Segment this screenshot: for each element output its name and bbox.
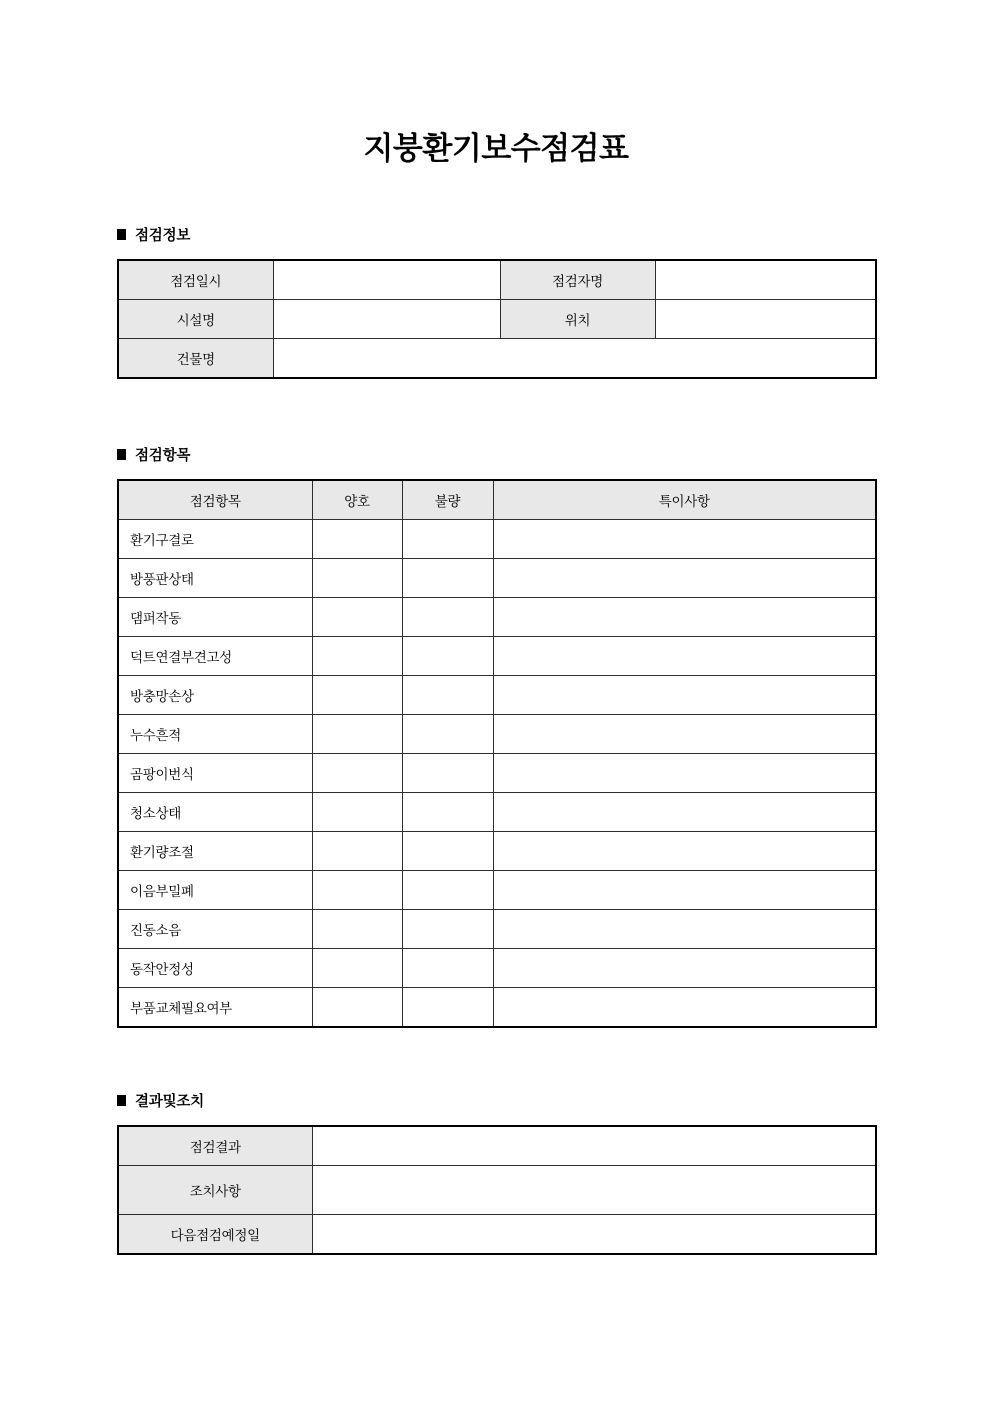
table-row [118,910,876,949]
table-row [118,754,876,793]
table-row [118,637,876,676]
square-bullet-icon [117,449,126,460]
item-label: 곰팡이번식 [118,754,312,793]
field-label-inspection-result: 점검결과 [118,1126,312,1166]
table-row [118,988,876,1028]
item-good-checkbox-cell[interactable] [312,598,402,637]
item-good-checkbox-cell[interactable] [312,715,402,754]
column-header-item: 점검항목 [118,480,312,520]
section-heading-info [117,224,875,245]
item-note-cell[interactable] [493,832,876,871]
section-heading-items-label: 점검항목 [135,448,191,465]
table-row [118,871,876,910]
item-bad-checkbox-cell[interactable] [402,520,493,559]
item-bad-checkbox-cell[interactable] [402,949,493,988]
section-heading-result-label: 결과및조치 [135,1094,205,1111]
field-value-inspection-datetime[interactable] [273,260,500,300]
item-label: 환기구결로 [118,520,312,559]
field-value-facility-name[interactable] [273,300,500,339]
item-good-checkbox-cell[interactable] [312,910,402,949]
field-value-building-name[interactable] [273,339,876,379]
item-good-checkbox-cell[interactable] [312,754,402,793]
item-bad-checkbox-cell[interactable] [402,988,493,1028]
table-row [118,793,876,832]
table-row [118,1215,876,1255]
item-label: 부품교체필요여부 [118,988,312,1028]
field-label-inspector-name: 점검자명 [500,260,655,300]
item-good-checkbox-cell[interactable] [312,559,402,598]
item-label: 댐퍼작동 [118,598,312,637]
item-bad-checkbox-cell[interactable] [402,598,493,637]
spacer [117,245,875,259]
spacer [117,1111,875,1125]
table-row [118,300,876,339]
item-note-cell[interactable] [493,520,876,559]
field-value-location[interactable] [655,300,876,339]
column-header-notes: 특이사항 [493,480,876,520]
table-row [118,339,876,379]
item-label: 방풍판상태 [118,559,312,598]
item-note-cell[interactable] [493,715,876,754]
item-label: 방충망손상 [118,676,312,715]
item-bad-checkbox-cell[interactable] [402,559,493,598]
field-label-next-inspection-date: 다음점검예정일 [118,1215,312,1255]
item-good-checkbox-cell[interactable] [312,637,402,676]
item-good-checkbox-cell[interactable] [312,520,402,559]
item-bad-checkbox-cell[interactable] [402,676,493,715]
field-label-building-name: 건물명 [118,339,273,379]
section-inspection-items [117,444,875,1028]
column-header-bad: 불량 [402,480,493,520]
table-row [118,1166,876,1215]
table-row [118,715,876,754]
table-row [118,598,876,637]
field-value-action-taken[interactable] [312,1166,876,1215]
table-row [118,832,876,871]
item-note-cell[interactable] [493,676,876,715]
inspection-items-table [117,479,877,1028]
item-good-checkbox-cell[interactable] [312,988,402,1028]
square-bullet-icon [117,229,126,240]
item-bad-checkbox-cell[interactable] [402,910,493,949]
item-note-cell[interactable] [493,559,876,598]
item-good-checkbox-cell[interactable] [312,832,402,871]
table-row [118,520,876,559]
section-inspection-info [117,224,875,379]
item-note-cell[interactable] [493,949,876,988]
item-note-cell[interactable] [493,637,876,676]
item-good-checkbox-cell[interactable] [312,949,402,988]
inspection-info-table [117,259,877,379]
table-row [118,676,876,715]
spacer [117,168,875,224]
field-value-inspection-result[interactable] [312,1126,876,1166]
table-header-row [118,480,876,520]
item-label: 덕트연결부견고성 [118,637,312,676]
table-row [118,949,876,988]
item-good-checkbox-cell[interactable] [312,676,402,715]
item-label: 누수흔적 [118,715,312,754]
item-label: 환기량조절 [118,832,312,871]
item-bad-checkbox-cell[interactable] [402,871,493,910]
section-heading-result [117,1090,875,1111]
result-actions-table [117,1125,877,1255]
item-bad-checkbox-cell[interactable] [402,637,493,676]
section-heading-items [117,444,875,465]
item-label: 진동소음 [118,910,312,949]
item-bad-checkbox-cell[interactable] [402,793,493,832]
item-bad-checkbox-cell[interactable] [402,754,493,793]
table-row [118,559,876,598]
item-good-checkbox-cell[interactable] [312,793,402,832]
square-bullet-icon [117,1095,126,1106]
item-note-cell[interactable] [493,754,876,793]
inspection-items-body [118,520,876,1028]
field-label-location: 위치 [500,300,655,339]
page-title: 지붕환기보수점검표 [363,131,629,167]
column-header-good: 양호 [312,480,402,520]
item-note-cell[interactable] [493,988,876,1028]
section-heading-info-label: 점검정보 [135,228,191,245]
spacer [117,1028,875,1090]
item-note-cell[interactable] [493,598,876,637]
section-result-actions [117,1090,875,1255]
item-note-cell[interactable] [493,910,876,949]
spacer [117,465,875,479]
field-label-action-taken: 조치사항 [118,1166,312,1215]
item-label: 이음부밀폐 [118,871,312,910]
item-note-cell[interactable] [493,871,876,910]
item-note-cell[interactable] [493,793,876,832]
table-row [118,1126,876,1166]
item-label: 청소상태 [118,793,312,832]
item-bad-checkbox-cell[interactable] [402,715,493,754]
spacer [117,379,875,444]
item-good-checkbox-cell[interactable] [312,871,402,910]
field-value-next-inspection-date[interactable] [312,1215,876,1255]
item-bad-checkbox-cell[interactable] [402,832,493,871]
field-label-inspection-datetime: 점검일시 [118,260,273,300]
field-label-facility-name: 시설명 [118,300,273,339]
table-row [118,260,876,300]
item-label: 동작안정성 [118,949,312,988]
field-value-inspector-name[interactable] [655,260,876,300]
